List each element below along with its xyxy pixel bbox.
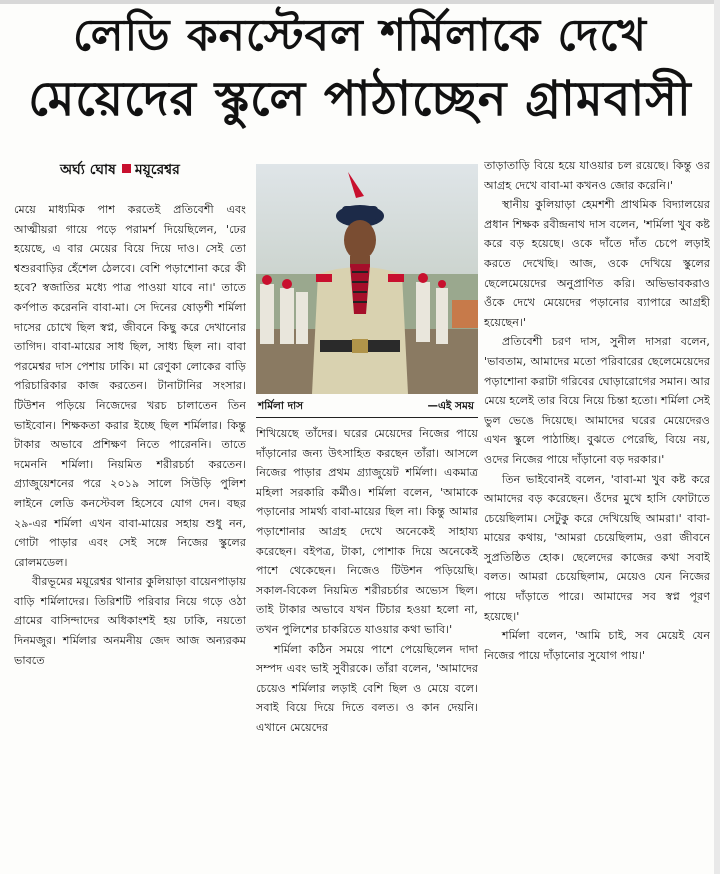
paragraph: তাড়াতাড়ি বিয়ে হয়ে যাওয়ার চল রয়েছে। কিন্তু ওর আগ্রহ দেখে বাবা-মা কখনও জোর করেনি।' <box>484 159 710 192</box>
top-border <box>0 0 720 4</box>
article-column-1 <box>14 200 246 860</box>
article-photo <box>256 164 478 394</box>
byline-author: অর্ঘ্য ঘোষ <box>60 162 116 178</box>
photo-caption <box>256 394 478 418</box>
paragraph: স্থানীয় কুলিয়াড়া হেমশশী প্রাথমিক বিদ্যালয়ের প্রধান শিক্ষক রবীন্দ্রনাথ দাস বলেন, 'শর্মিলা খুব কষ্ট করে বড় হয়েছে। ওকে দাঁতে দাঁত চেপে লড়াই করতে দেখেছি। আজ, ওকে দেখিয়ে স্কুলের ছেলেমেয়েদের অনুপ্রাণিত করি। অভিভাবকরাও ওঁকে দেখে মেয়েদের পড়ানোর ব্যাপারে আগ্রহী হয়েছেন।' <box>484 198 710 329</box>
headline-line-1: লেডি কনস্টেবল শর্মিলাকে দেখে <box>72 10 648 61</box>
byline-place: ময়ূরেশ্বর <box>134 162 180 178</box>
paragraph: বীরভূমের ময়ূরেশ্বর থানার কুলিয়াড়া বায়েনপাড়ায় বাড়ি শর্মিলাদের। তিরিশটি পরিবার নিয়ে গড়ে ওঠা গ্রামের বাসিন্দাদের অধিকাংশই হয় ঢাকি, নয়তো দিনমজুর। শর্মিলার অনমনীয় জেদ আজ অন্যরকম ভাবতে <box>14 575 246 667</box>
byline-square-icon <box>122 164 131 173</box>
article-column-2 <box>256 424 478 860</box>
paragraph: শর্মিলা বলেন, 'আমি চাই, সব মেয়েই যেন নিজের পায়ে দাঁড়ানোর সুযোগ পায়।' <box>484 629 710 662</box>
paragraph: শর্মিলা কঠিন সময়ে পাশে পেয়েছিলেন দাদা সম্পদ এবং ভাই সুবীরকে। তাঁরা বলেন, 'আমাদের চেয়েও শর্মিলার লড়াই বেশি ছিল ও মেয়ে বলে। সবাই বিয়ে দিয়ে দিতে বলত। ও কান দেয়নি। এখানে মেয়েদের <box>256 642 478 734</box>
caption-credit: —এই সময় <box>427 400 474 412</box>
byline <box>60 158 180 182</box>
article-column-3 <box>484 156 710 860</box>
headline-line-2: মেয়েদের স্কুলে পাঠাচ্ছেন গ্রামবাসী <box>28 71 692 127</box>
paragraph: মেয়ে মাধ্যমিক পাশ করতেই প্রতিবেশী এবং আত্মীয়রা গায়ে পড়ে পরামর্শ দিয়েছিলেন, 'ঢের হয়েছে, এ বার মেয়ের বিয়ে দিয়ে দাও। সেই তো শ্বশুরবাড়ির হেঁশেল ঠেলবে। বেশি পড়াশোনা করে কী হবে? স্বজাতির মধ্যে পাত্র পাওয়া যাবে না।' তাতে কর্ণপাত করেননি বাবা-মা। সে দিনের ষোড়শী শর্মিলা দাসের চোখে ছিল স্বপ্ন, জীবনে কিছু করে দেখানোর তাগিদ। বাবা-মায়ের সাধ ছিল, সাধ্য ছিল না। বাবা পরমেশ্বর দাস পেশায় ঢাকি। মা রেণুকা লোকের বাড়ি পরিচারিকার কাজ করতেন। টানাটানির সংসার। টিউশন পড়িয়ে নিজেদের খরচ চালাতেন তিন ভাইবোন। শিক্ষকতা করার ইচ্ছে ছিল শর্মিলার। কিন্তু টাকার অভাবে প্রশিক্ষণ নিতে পারেননি। তাতে দমেননি শর্মিলা। নিয়মিত শরীরচর্চা করতেন। গ্র্যাজুয়েশনের পরে ২০১৯ সালে সিউড়ি পুলিশ লাইনে লেডি কনস্টেবল হিসেবে যোগ দেন। বছর ২৯-এর শর্মিলা এখন বাবা-মায়ের সহায় শুধু নন, গোটা পাড়ার এবং সেই সঙ্গে নিজের স্কুলের রোলমডেল। <box>14 203 246 569</box>
paragraph: তিন ভাইবোনই বলেন, 'বাবা-মা খুব কষ্ট করে আমাদের বড় করেছেন। ওঁদের মুখে হাসি ফোটাতে চেয়েছিলাম। সেটুকু করে দেখিয়েছি আমরা।' বাবা-মায়ের কথায়, 'আমরা চেয়েছিলাম, ওরা জীবনে সুপ্রতিষ্ঠিত হোক। ছেলেদের কাজের কথা সবাই বলত। আমরা চেয়েছিলাম, মেয়েও যেন নিজের পায়ে দাঁড়াতে পারে। আমাদের সব স্বপ্ন পূরণ হয়েছে।' <box>484 472 710 623</box>
policewoman-photo-illustration <box>256 164 478 394</box>
paragraph: প্রতিবেশী চরণ দাস, সুনীল দাসরা বলেন, 'ভাবতাম, আমাদের মতো পরিবারের ছেলেমেয়েদের পড়াশোনা করাটা গরিবের ঘোড়ারোগের সমান। আর মেয়ে হলেই তার বিয়ে নিয়ে চিন্তা হতো। শর্মিলা সেই ভুল ভেঙে দিয়েছে। আমাদের ঘরের মেয়েদেরও এখন স্কুলে পাঠাচ্ছি। বুঝতে পেরেছি, বিয়ে নয়, ওদের নিজের পায়ে দাঁড়ানো বড় দরকার।' <box>484 335 710 466</box>
right-border <box>714 0 720 874</box>
headline <box>6 6 714 132</box>
caption-name: শর্মিলা দাস <box>258 400 304 412</box>
paragraph: শিখিয়েছে তাঁদের। ঘরের মেয়েদের নিজের পায়ে দাঁড়ানোর জন্য উৎসাহিত করছেন তাঁরা। আসলে নিজের পাড়ার প্রথম গ্র্যাজুয়েট শর্মিলা। একমাত্র মহিলা সরকারি কর্মীও। শর্মিলা বলেন, 'আমাকে পড়ানোর সামর্থ্য বাবা-মায়ের ছিল না। কিন্তু আমার পড়াশোনার আগ্রহ দেখে অনেকেই সাহায্য করেছেন। বইপত্র, টাকা, পোশাক দিয়ে অনেকেই পাশে থেকেছেন। নিজেও টিউশন পড়িয়েছি। সকাল-বিকেল নিয়মিত শরীরচর্চার অভ্যেস ছিল। তাই টাকার অভাবে যখন টিচার হওয়া হলো না, তখন পুলিশের চাকরিতে যাওয়ার কথা ভাবি।' <box>256 427 478 636</box>
